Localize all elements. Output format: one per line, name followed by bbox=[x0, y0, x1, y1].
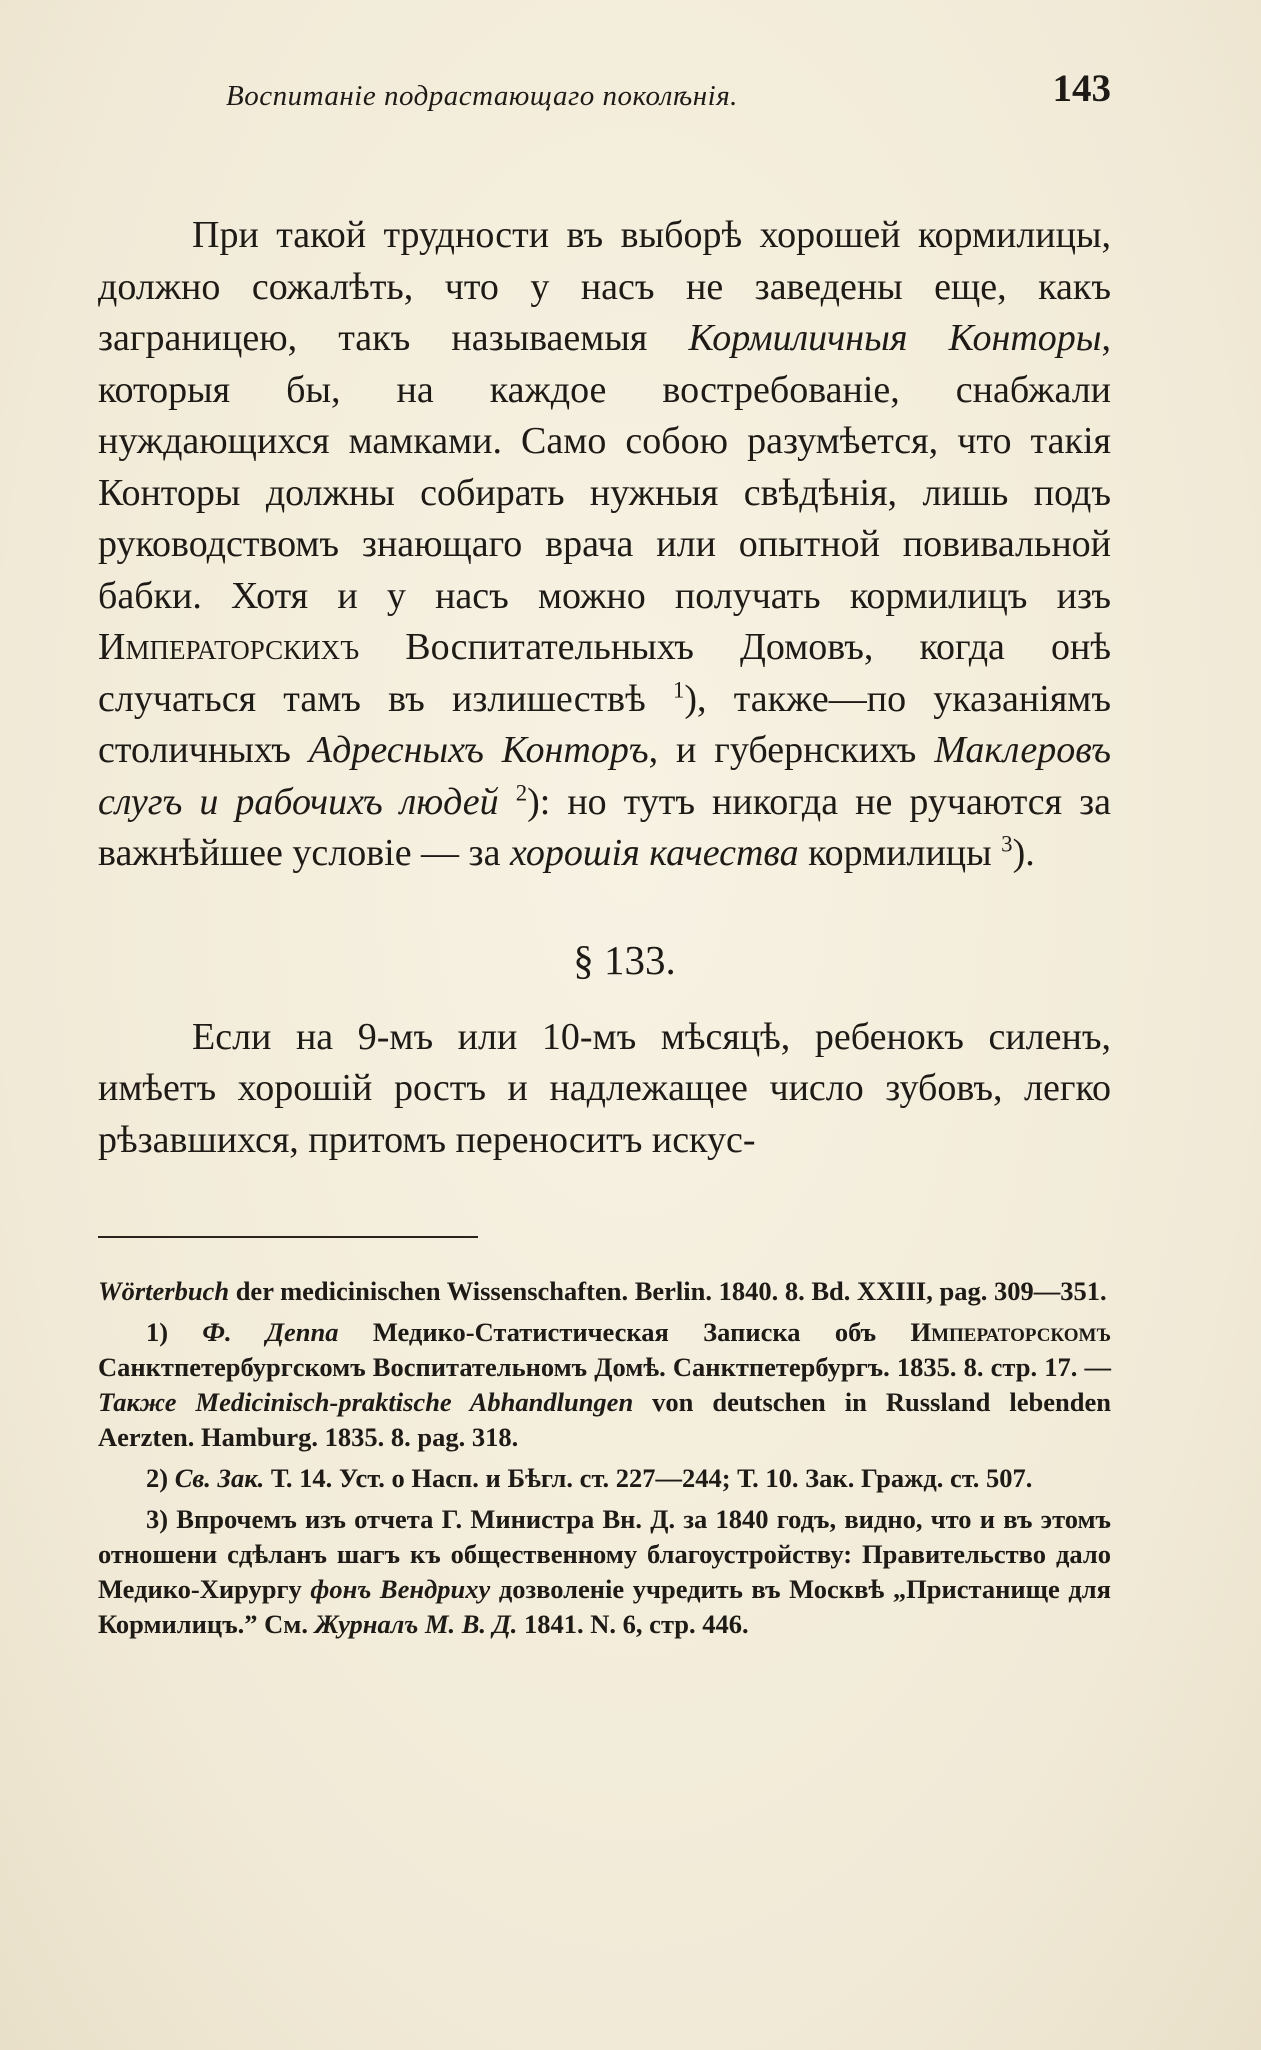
running-title: Воспитаніе подрастающаго поколѣнія. bbox=[226, 80, 738, 112]
emphasis-brokers: Маклеровъ слугъ и рабочихъ людей bbox=[98, 729, 1112, 823]
footnote-reference-source: Wörterbuch der medicinischen Wissenschaften. Berlin. 1840. 8. Bd. XXIII, pag. 309—351. bbox=[98, 1276, 1107, 1306]
page-number: 143 bbox=[1052, 67, 1111, 110]
emphasis-wet-nurse-offices: Кормиличныя Конторы bbox=[688, 317, 1102, 359]
footnote-1: 1) Ф. Деппа Медико-Статистическая Записка объ Императорскомъ Санктпетербургскомъ Воспитательномъ Домѣ. Санктпетербургъ. 1835. 8. стр. 17. — Также Medicinisch-praktische Abhandlungen von deutschen in Russland lebenden Aerzten. Hamburg. 1835. 8. pag. 318. bbox=[98, 1317, 1111, 1452]
emphasis-good-qualities: хорошія качества bbox=[509, 832, 799, 874]
footnote-2: 2) Св. Зак. Т. 14. Уст. о Насп. и Бѣгл. ст. 227—244; Т. 10. Зак. Гражд. ст. 507. bbox=[146, 1463, 1033, 1493]
paragraph-section-133: Если на 9-мъ или 10-мъ мѣсяцѣ, ребенокъ силенъ, имѣетъ хорошій ростъ и надлежащее число зубовъ, легко рѣзавшихся, притомъ переноситъ искус- bbox=[98, 1015, 1111, 1161]
footnote-ref-3: 3 bbox=[1001, 831, 1013, 857]
running-head bbox=[98, 58, 1111, 128]
small-caps-imperial: Императорскихъ bbox=[98, 626, 360, 668]
footnote-ref-1: 1 bbox=[672, 676, 685, 702]
footnote-3: 3) Впрочемъ изъ отчета Г. Министра Вн. Д. за 1840 годъ, видно, что и въ этомъ отношени сдѣланъ шагъ къ общественному благоустройству: Правительство дало Медико-Хирургу фонъ Вендриху дозволеніе учредить въ Москвѣ „Пристанище для Кормилицъ.” См. Журналъ М. В. Д. 1841. N. 6, стр. 446. bbox=[98, 1504, 1111, 1639]
footnote-divider bbox=[98, 1236, 478, 1238]
section-heading: § 133. bbox=[573, 936, 676, 983]
emphasis-address-offices: Адресныхъ Конторъ bbox=[308, 729, 649, 771]
paragraph-nursing-offices: При такой трудности въ выборѣ хорошей кормилицы, должно сожалѣть, что у насъ не заведены еще, какъ заграницею, такъ называемыя Кормиличныя Конторы, которыя бы, на каждое востребованіе, снабжали нуждающихся мамками. Само собою разумѣется, что такія Конторы должны собирать нужныя свѣдѣнія, лишь подъ руководствомъ знающаго врача или опытной повивальной бабки. Хотя и у насъ можно получать кормилицъ изъ Императорскихъ Воспитательныхъ Домовъ, когда онѣ случаться тамъ въ излишествѣ $^1$), также—по указаніямъ столичныхъ Адресныхъ Конторъ, и губернскихъ Маклеровъ слугъ и рабочихъ людей $^2$): но тутъ никогда не ручаются за важнѣйшее условіе — за хорошія качества кормилицы $^3$). bbox=[98, 214, 1112, 874]
footnote-ref-2: 2 bbox=[515, 779, 528, 805]
